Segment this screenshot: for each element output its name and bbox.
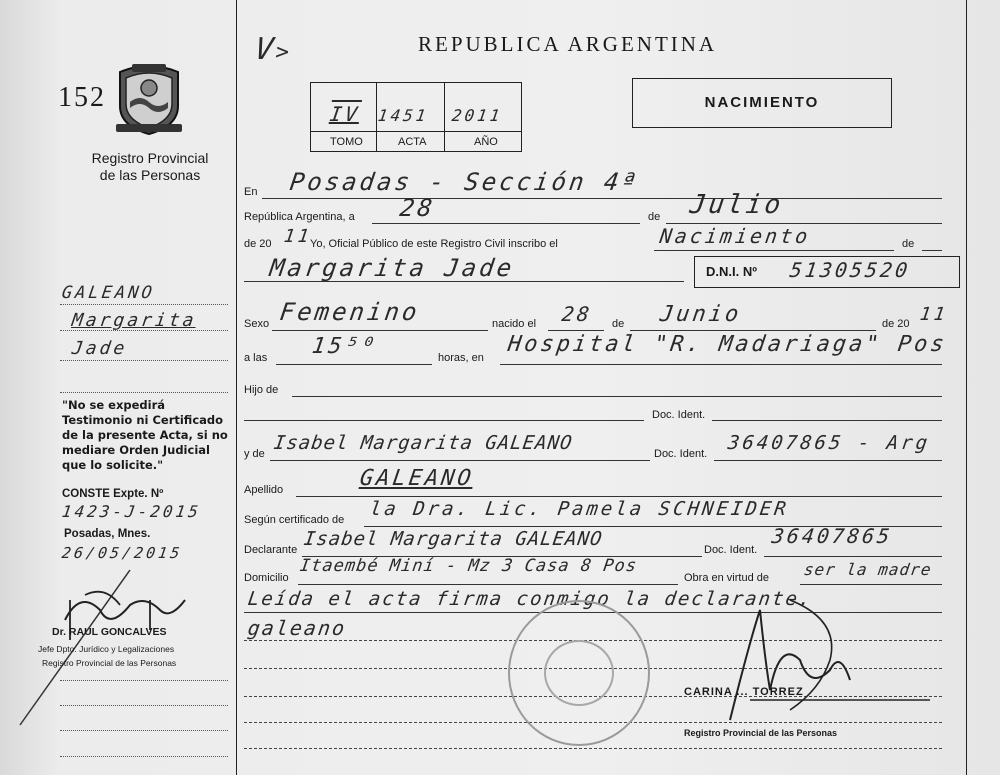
republica-label: República Argentina, a (244, 211, 355, 223)
month-value: Julio (687, 190, 786, 220)
country-title: REPUBLICA ARGENTINA (418, 32, 718, 56)
birth-year-suffix-value: 11 (918, 304, 950, 325)
margin-official-title-2: Registro Provincial de las Personas (42, 658, 177, 668)
leida-value: Leída el acta firma conmigo la declarante. (246, 588, 814, 610)
yde-label: y de (244, 448, 265, 460)
field-line (630, 330, 876, 331)
year-suffix-value: 11 (282, 226, 314, 247)
anio-value: 2011 (450, 106, 504, 125)
field-line (922, 250, 942, 251)
field-line (244, 748, 942, 749)
registry-line-1: Registro Provincial (91, 150, 209, 166)
de-label-3: de (612, 318, 625, 330)
officer-name: CARINA ... TORREZ (684, 686, 804, 698)
document-type-box (632, 78, 892, 128)
margin-place: Posadas, Mnes. (64, 528, 151, 540)
box-divider (310, 131, 522, 132)
day-value: 28 (398, 194, 437, 222)
alas-label: a las (244, 352, 268, 364)
doc-ident-label-3: Doc. Ident. (704, 544, 758, 556)
sexo-value: Femenino (278, 298, 422, 326)
hour-value: 15⁵⁰ (310, 334, 379, 359)
mother-doc-value: 36407865 - Arg (726, 432, 932, 454)
domicilio-label: Domicilio (244, 572, 289, 584)
tomo-value: IV (328, 102, 362, 126)
field-line (292, 396, 942, 397)
birth-month-value: Junio (658, 302, 743, 327)
sexo-label: Sexo (244, 318, 270, 330)
margin-official-title-1: Jefe Dpto. Jurídico y Legalizaciones (38, 644, 175, 654)
field-line (272, 330, 488, 331)
en-value: Posadas - Sección 4ª (288, 168, 641, 196)
field-line (276, 364, 432, 365)
birth-day-value: 28 (560, 302, 594, 326)
nacido-label: nacido el (492, 318, 537, 330)
anio-label: AÑO (474, 136, 498, 148)
field-line (548, 330, 604, 331)
hijo-label: Hijo de (244, 384, 279, 396)
mother-value: Isabel Margarita GALEANO (272, 432, 575, 454)
margin-surname: GALEANO (60, 283, 157, 303)
field-line (500, 364, 942, 365)
margin-line (60, 304, 228, 305)
field-line (270, 460, 650, 461)
field-line (244, 420, 644, 421)
provincial-seal-icon (112, 58, 186, 136)
de-label-1: de (648, 211, 661, 223)
margin-line (60, 360, 228, 361)
margin-given-name-2: Jade (70, 338, 129, 359)
field-line (714, 460, 942, 461)
registry-line-2: de las Personas (99, 167, 201, 183)
declarante-label: Declarante (244, 544, 298, 556)
officer-signature-icon (690, 580, 950, 730)
signature-value: galeano (246, 616, 348, 640)
left-border-line (236, 0, 237, 775)
acta-label: ACTA (398, 136, 427, 148)
officer-title: Registro Provincial de las Personas (684, 728, 838, 738)
de-label-2: de (902, 238, 915, 250)
dni-label: D.N.I. Nº (706, 264, 757, 279)
acta-value: 1451 (376, 106, 430, 125)
doc-ident-label-2: Doc. Ident. (654, 448, 708, 460)
dni-value: 51305520 (788, 258, 913, 282)
tomo-label: TOMO (330, 136, 363, 148)
field-line (654, 250, 894, 251)
official-stamp-icon (508, 600, 650, 746)
horas-label: horas, en (438, 352, 484, 364)
margin-expte-value: 1423-J-2015 (60, 502, 203, 521)
segun-value: la Dra. Lic. Pamela SCHNEIDER (368, 498, 791, 520)
oficial-text: Yo, Oficial Público de este Registro Civil inscribo el (310, 238, 558, 250)
margin-given-name-1: Margarita (70, 310, 199, 331)
margin-line (60, 756, 228, 757)
right-border-line (966, 0, 967, 775)
margin-date: 26/05/2015 (60, 544, 184, 562)
folio-number: 152 (58, 82, 106, 113)
field-line (298, 584, 678, 585)
margin-notice: "No se expedirá Testimonio ni Certificado de la presente Acta, si no mediare Orden Judicial que lo solicite." (62, 398, 228, 472)
document-type-label: NACIMIENTO (704, 94, 820, 111)
margin-line (60, 392, 228, 393)
domicilio-value: Itaembé Miní - Mz 3 Casa 8 Pos (298, 556, 639, 576)
apellido-value: GALEANO (358, 466, 476, 491)
name-value: Margarita Jade (268, 254, 517, 282)
margin-official-name: Dr. RAUL GONCALVES (52, 626, 167, 638)
field-line (764, 556, 942, 557)
box-divider (444, 82, 445, 152)
handwritten-vb-mark: V> (252, 32, 294, 67)
field-line (372, 223, 640, 224)
apellido-label: Apellido (244, 484, 284, 496)
field-line (262, 198, 942, 199)
margin-line (60, 730, 228, 731)
field-line (712, 420, 942, 421)
segun-label: Según certificado de (244, 514, 345, 526)
place-value: Hospital "R. Madariaga" Pos (506, 332, 949, 357)
registry-name (60, 150, 240, 184)
en-label: En (244, 186, 258, 198)
field-line (296, 496, 942, 497)
obra-label: Obra en virtud de (684, 572, 769, 584)
year-prefix-label: de 20 (244, 238, 272, 250)
margin-conste: CONSTE Expte. Nº (62, 488, 164, 500)
event-value: Nacimiento (658, 224, 813, 248)
declarante-doc-value: 36407865 (770, 524, 895, 548)
doc-ident-label-1: Doc. Ident. (652, 409, 706, 421)
year-prefix-label-2: de 20 (882, 318, 910, 330)
declarante-value: Isabel Margarita GALEANO (302, 528, 605, 550)
obra-value: ser la madre (802, 560, 933, 579)
